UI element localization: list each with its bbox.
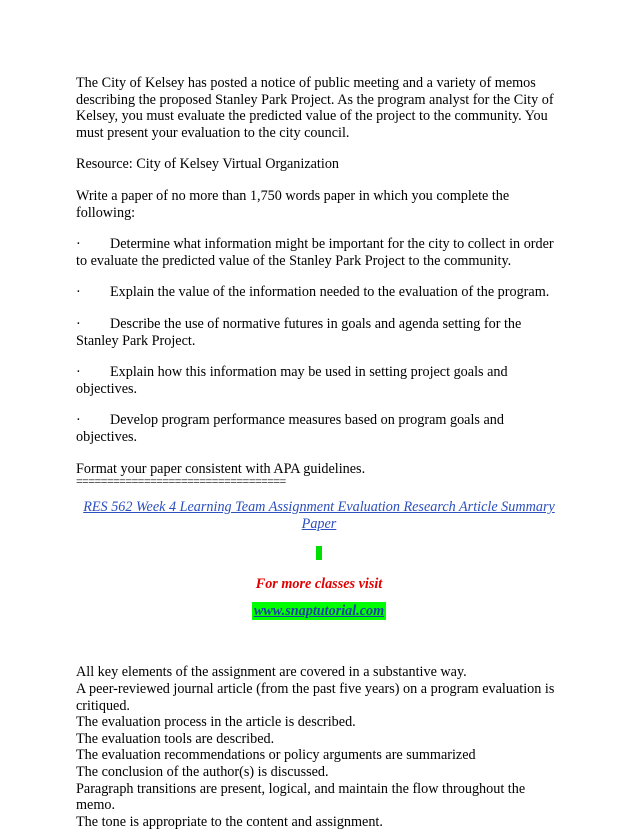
bullet-dot: ·: [76, 236, 81, 253]
format-note: Format your paper consistent with APA guidelines.: [76, 460, 366, 477]
bullet-text: Describe the use of normative futures in goals and agenda setting for the Stanley Park Project.: [76, 315, 522, 349]
bullet-text: Determine what information might be important for the city to collect in order to evaluate the predicted value of the Stanley Park Project to the community.: [76, 236, 554, 269]
criteria-item: All key elements of the assignment are covered in a substantive way.: [76, 664, 467, 681]
criteria-item: The evaluation process in the article is described.: [76, 714, 356, 731]
separator-line: ==================================: [76, 477, 286, 489]
next-link-block: [76, 499, 562, 532]
bullet-dot: ·: [76, 364, 81, 381]
bullet-dot: ·: [76, 315, 81, 332]
criteria-item: The evaluation tools are described.: [76, 730, 275, 747]
more-classes-text: For more classes visit: [255, 576, 383, 593]
bullet-dot: ·: [76, 412, 81, 429]
bullet-item: [76, 316, 562, 349]
criteria-item: Paragraph transitions are present, logical, and maintain the flow throughout the memo.: [76, 780, 526, 814]
criteria-item: A peer-reviewed journal article (from the past five years) on a program evaluation is critiqued.: [76, 681, 555, 714]
bullet-item: [76, 412, 562, 445]
bullet-item: [76, 236, 562, 269]
green-marker-block: [76, 544, 562, 560]
instruction-line: Write a paper of no more than 1,750 words paper in which you complete the following:: [76, 187, 510, 221]
intro-paragraph: The City of Kelsey has posted a notice of public meeting and a variety of memos describing the proposed Stanley Park Project. As the program analyst for the City of Kelsey, you must evaluate the predicted value of the project to the community. You must present your evaluation to the city council.: [76, 75, 554, 141]
bullet-item: [76, 284, 562, 301]
document-page: [76, 75, 562, 830]
next-assignment-link[interactable]: RES 562 Week 4 Learning Team Assignment Evaluation Research Article Summary Paper: [83, 499, 555, 532]
website-link[interactable]: www.snaptutorial.com: [253, 602, 385, 619]
resource-line: Resource: City of Kelsey Virtual Organization: [76, 156, 340, 173]
criteria-list: [76, 664, 562, 830]
criteria-item: The evaluation recommendations or policy arguments are summarized: [76, 747, 476, 764]
bullet-text: Develop program performance measures based on program goals and objectives.: [76, 412, 504, 445]
bullet-text: Explain the value of the information needed to the evaluation of the program.: [110, 284, 550, 301]
more-classes-block: [76, 576, 562, 593]
criteria-item: The conclusion of the author(s) is discussed.: [76, 764, 329, 781]
bullet-dot: ·: [76, 284, 81, 301]
bullet-text: Explain how this information may be used in setting project goals and objectives.: [76, 364, 508, 397]
bullet-item: [76, 364, 562, 397]
website-block: [76, 602, 562, 621]
green-marker: [316, 546, 322, 560]
criteria-item: The tone is appropriate to the content and assignment.: [76, 813, 383, 830]
